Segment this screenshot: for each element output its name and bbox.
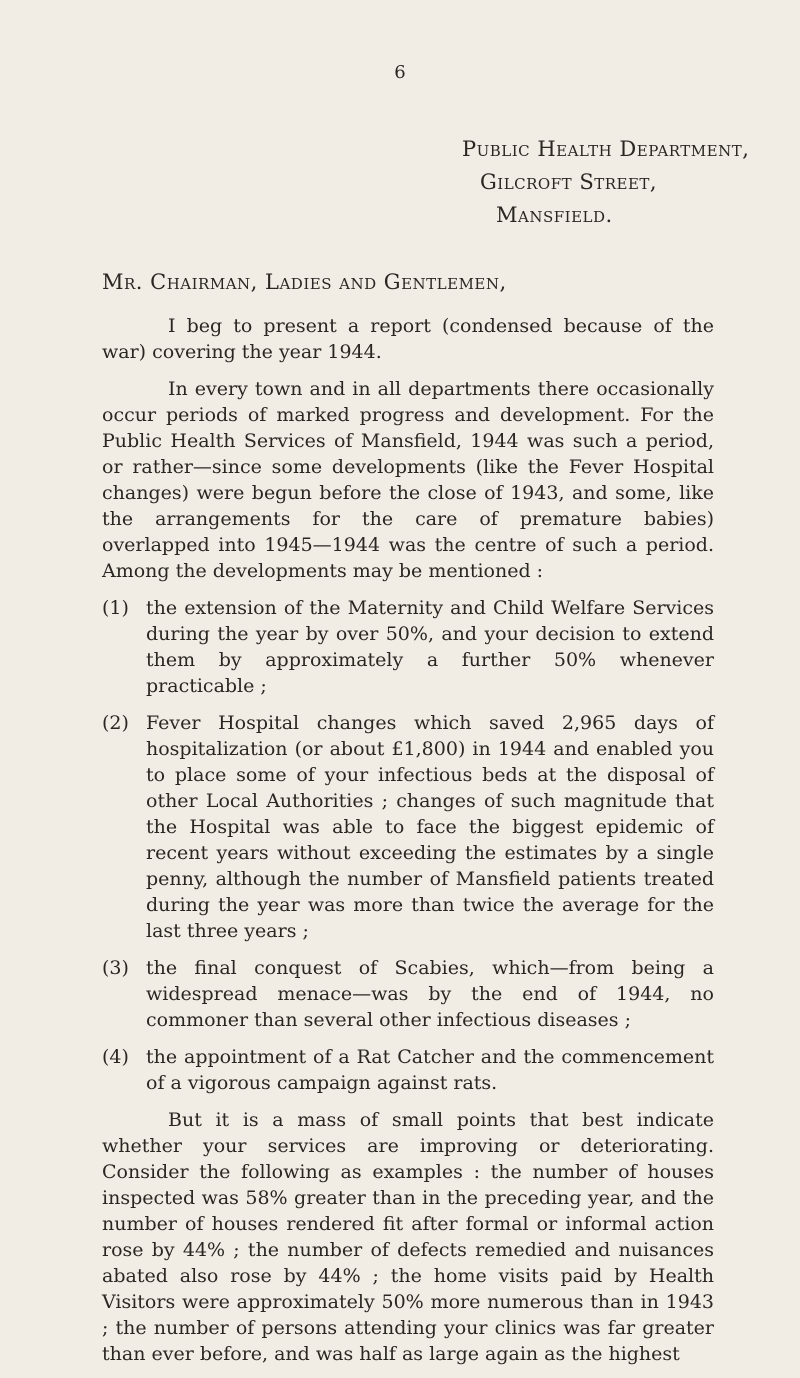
address-line-3: Mansfield. [496,203,613,227]
paragraph-closing: But it is a mass of small points that best indicate whether your services are improving or deteriorating. Consider the following as examples : the number of houses inspected was 58% greater than in the preceding year, and the number of houses rendered fit after formal or informal action rose by 44% ; the number of defects remedied and nuisances abated also rose by 44% ; the home visits paid by Health Visitors were approximately 50% more numerous than in 1943 ; the number of persons attending your clinics was far greater than ever before, and was half as large again as the highest [102,1109,714,1365]
list-item [102,1044,714,1096]
list-item-number: (3) [102,957,129,979]
address-block [462,133,749,232]
list-item-number: (4) [102,1046,129,1068]
list-item-number: (2) [102,712,129,734]
address-line-1: Public Health Department, [462,137,750,161]
report-body [102,313,714,1378]
list-item-text: the final conquest of Scabies, which—from being a widespread menace—was by the end of 1944, no commoner than several other infectious diseases ; [146,957,714,1031]
paragraph-developments: In every town and in all departments there occasionally occur periods of marked progress and development. For the Public Health Services of Mansfield, 1944 was such a period, or rather—since some developments (like the Fever Hospital changes) were begun before the close of 1943, and some, like the arrangements for the care of premature babies) overlapped into 1945—1944 was the centre of such a period. Among the developments may be mentioned : [102,378,714,582]
list-item [102,595,714,699]
list-item-text: Fever Hospital changes which saved 2,965 days of hospitalization (or about £1,800) in 1944 and enabled you to place some of your infectious beds at the disposal of other Local Authorities ; changes of such magnitude that the Hospital was able to face the biggest epidemic of recent years without exceeding the estimates by a single penny, although the number of Mansfield patients treated during the year was more than twice the average for the last three years ; [146,712,714,942]
list-item [102,955,714,1033]
page-number: 6 [394,62,406,83]
list-item-text: the appointment of a Rat Catcher and the commencement of a vigorous campaign against rats. [146,1046,714,1094]
list-item-number: (1) [102,597,129,619]
address-line-2: Gilcroft Street, [480,170,658,194]
paragraph-intro: I beg to present a report (condensed because of the war) covering the year 1944. [102,315,714,363]
list-item [102,710,714,944]
developments-list [102,595,714,1096]
salutation: Mr. Chairman, Ladies and Gentlemen, [102,270,507,294]
list-item-text: the extension of the Maternity and Child Welfare Services during the year by over 50%, and your decision to extend them by approximately a further 50% whenever practicable ; [146,597,714,697]
